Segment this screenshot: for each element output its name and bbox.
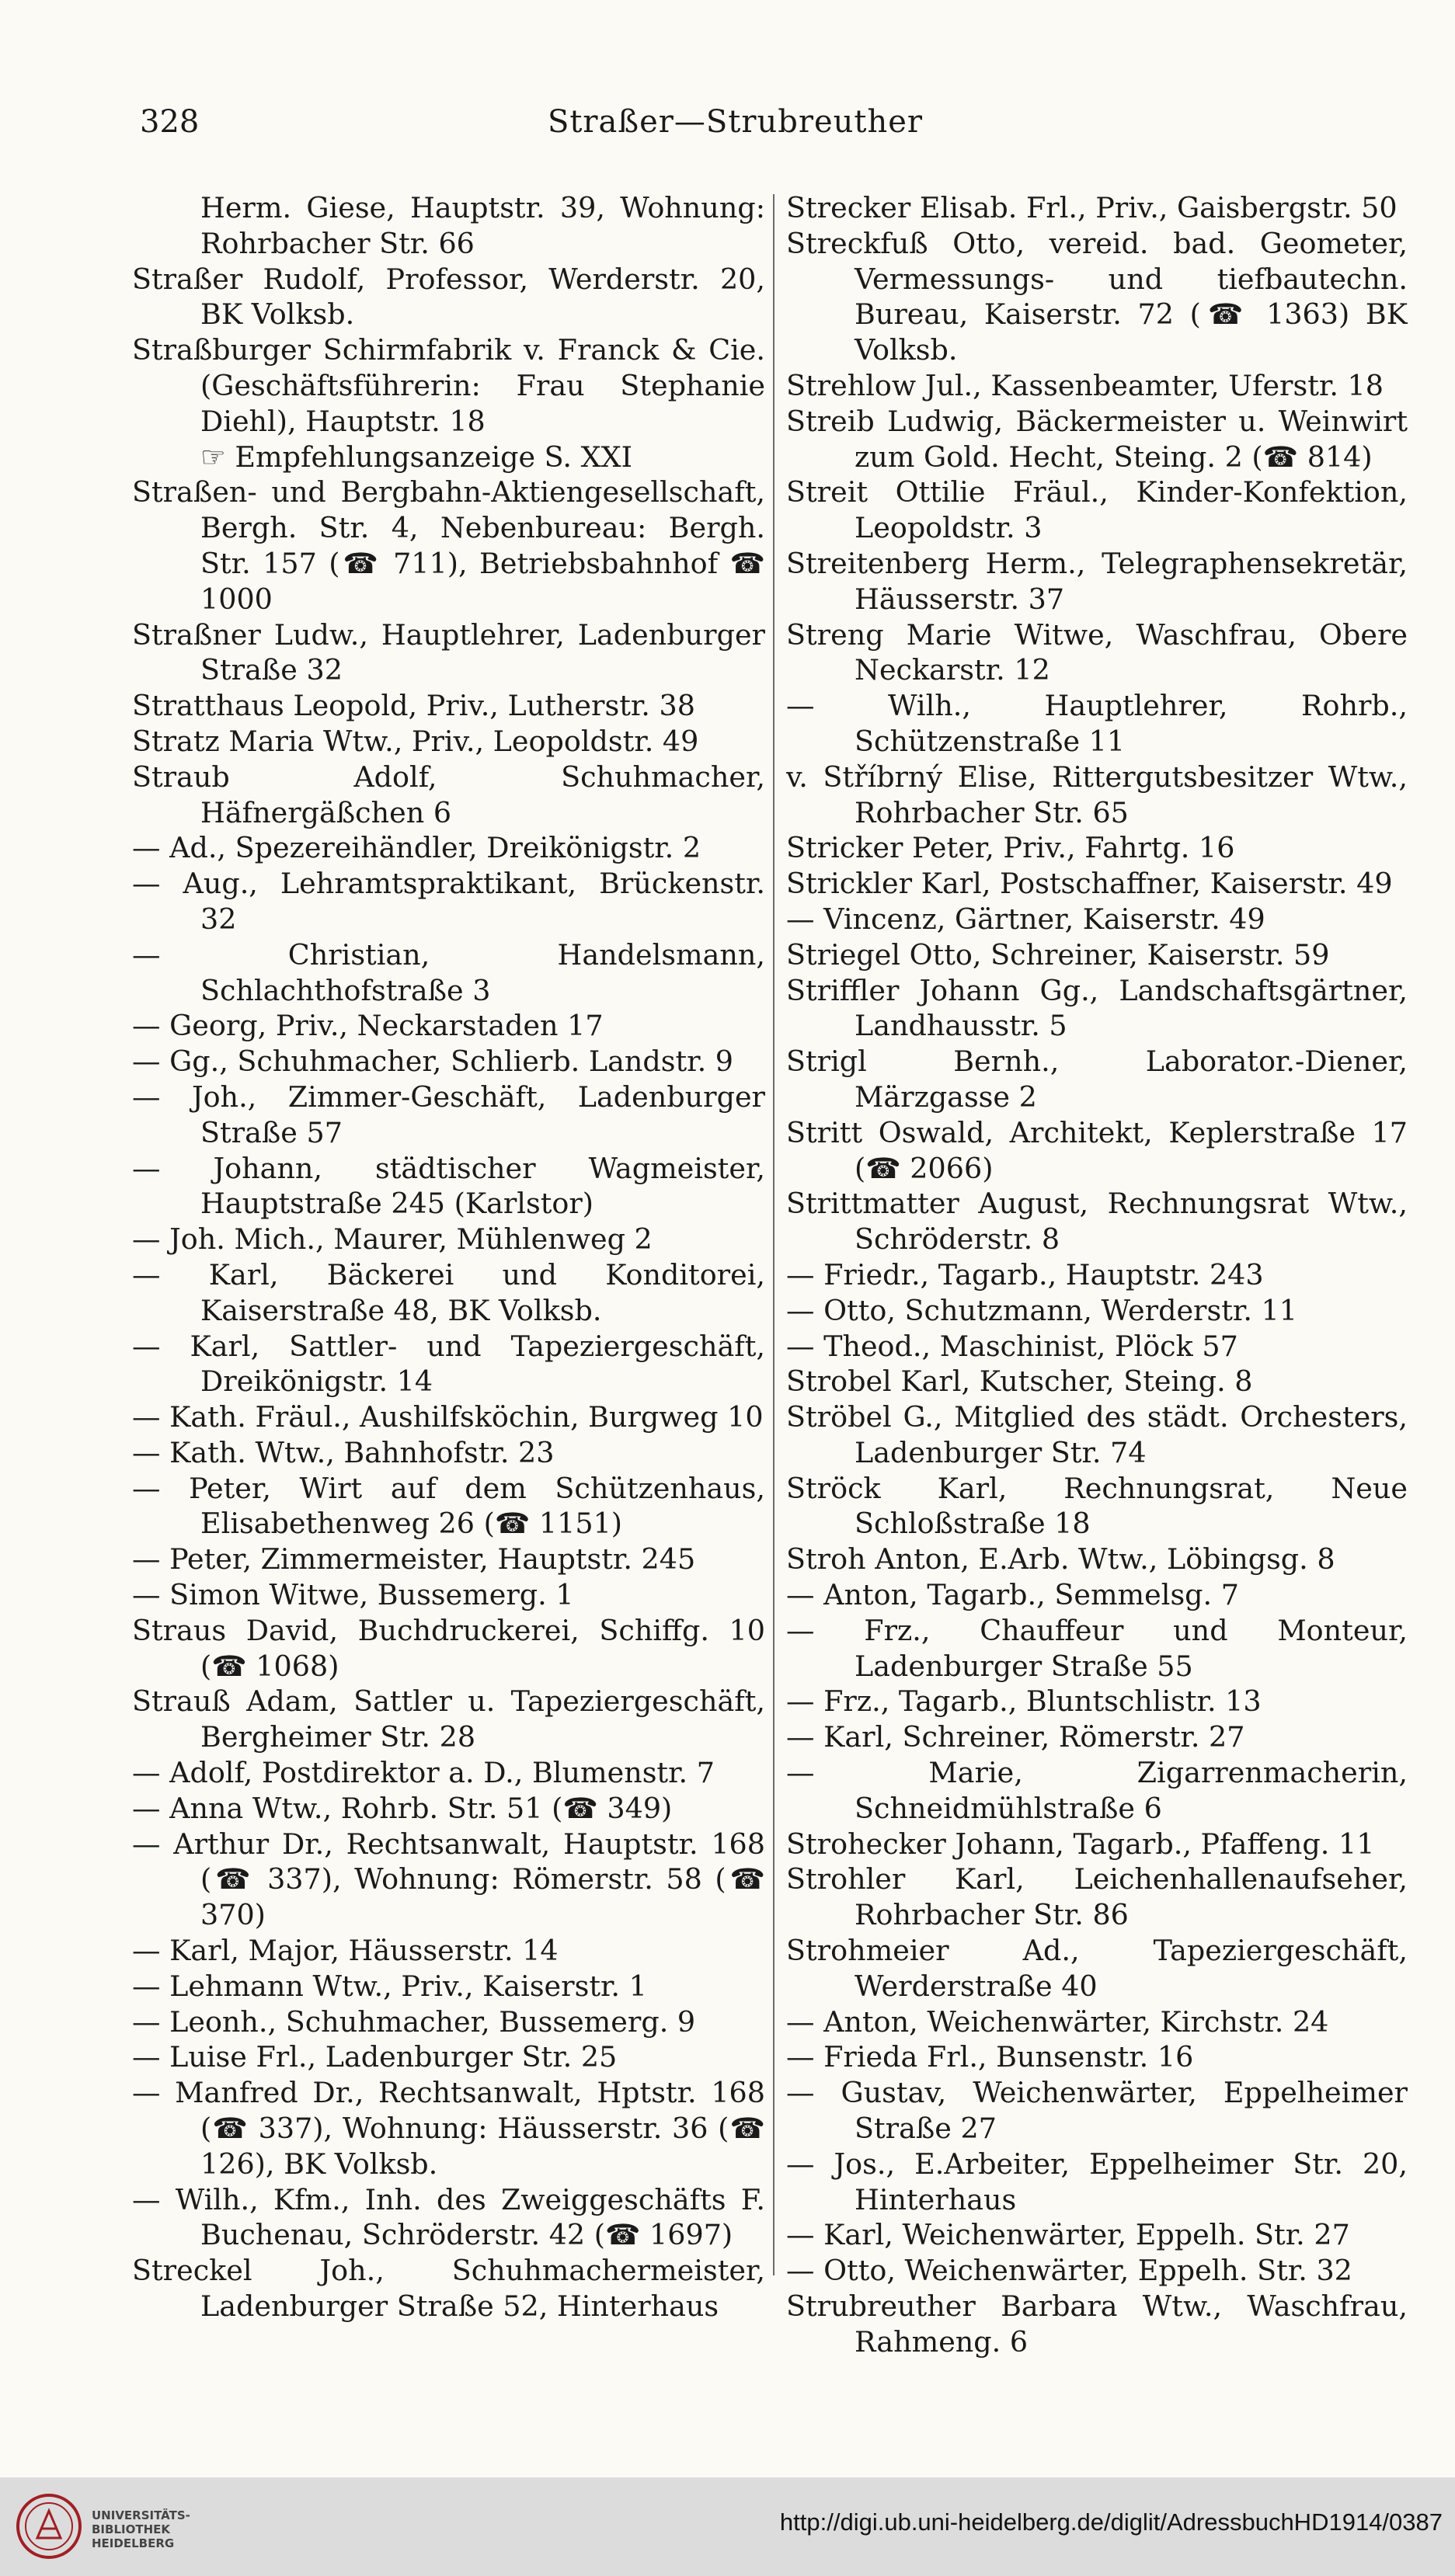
directory-entry: — Anton, Tagarb., Semmelsg. 7 [786,1578,1239,1612]
directory-entry: — Christian, Handelsmann, Schlachthofstraße 3 [132,937,765,1007]
directory-entry: — Marie, Zigarrenmacherin, Schneidmühlstraße 6 [786,1756,1408,1825]
running-title: Straßer—Strubreuther [547,104,924,140]
directory-entry: — Frieda Frl., Bunsenstr. 16 [786,2040,1194,2074]
directory-entry: — Anna Wtw., Rohrb. Str. 51 (☎ 349) [132,1791,673,1825]
directory-entry: Straßen- und Bergbahn-Aktiengesellschaft, Bergh. Str. 4, Nebenbureau: Bergh. Str. 157 (☎ 711), Betriebsbahnhof ☎ 1000 [132,475,765,616]
directory-entry: Stratz Maria Wtw., Priv., Leopoldstr. 49 [132,724,699,758]
directory-entry: Strecker Elisab. Frl., Priv., Gaisbergstr. 50 [786,191,1398,224]
directory-entry: — Leonh., Schuhmacher, Bussemerg. 9 [132,2004,696,2039]
directory-entry: Stricker Peter, Priv., Fahrtg. 16 [786,831,1235,865]
logo-line: UNIVERSITÄTS- [92,2508,190,2522]
directory-entry: Strittmatter August, Rechnungsrat Wtw., Schröderstr. 8 [786,1187,1408,1257]
directory-entry: Strickler Karl, Postschaffner, Kaiserstr. 49 [786,867,1393,901]
source-url-link[interactable]: http://digi.ub.uni-heidelberg.de/diglit/AdressbuchHD1914/0387 [779,2508,1443,2536]
directory-entry: — Ad., Spezereihändler, Dreikönigstr. 2 [132,831,701,865]
directory-entry: — Karl, Major, Häusserstr. 14 [132,1934,559,1968]
directory-entry: Ströbel G., Mitglied des städt. Orchesters, Ladenburger Str. 74 [786,1400,1408,1469]
directory-entry: — Arthur Dr., Rechtsanwalt, Hauptstr. 168 (☎ 337), Wohnung: Römerstr. 58 (☎ 370) [132,1827,765,1932]
directory-entry: Strohler Karl, Leichenhallenaufseher, Rohrbacher Str. 86 [786,1862,1408,1932]
library-logo[interactable] [14,2491,247,2565]
directory-entry: Strigl Bernh., Laborator.-Diener, Märzgasse 2 [786,1045,1408,1114]
directory-entry: ☞ Empfehlungsanzeige S. XXI [200,440,632,474]
directory-entry: Stratthaus Leopold, Priv., Lutherstr. 38 [132,689,695,723]
directory-entry: Streckel Joh., Schuhmachermeister, Ladenburger Straße 52, Hinterhaus [132,2254,765,2324]
directory-entry: — Anton, Weichenwärter, Kirchstr. 24 [786,2004,1329,2039]
directory-entry: Herm. Giese, Hauptstr. 39, Wohnung: Rohrbacher Str. 66 [200,191,765,260]
directory-entry: — Karl, Schreiner, Römerstr. 27 [786,1720,1245,1754]
directory-entry: Striffler Johann Gg., Landschaftsgärtner, Landhausstr. 5 [786,973,1408,1043]
directory-entry: — Simon Witwe, Bussemerg. 1 [132,1578,574,1612]
directory-entry: — Luise Frl., Ladenburger Str. 25 [132,2040,618,2074]
directory-entry: Streib Ludwig, Bäckermeister u. Weinwirt zum Gold. Hecht, Steing. 2 (☎ 814) [786,404,1408,474]
directory-entry: Streitenberg Herm., Telegraphensekretär, Häusserstr. 37 [786,546,1408,616]
directory-entry: — Joh. Mich., Maurer, Mühlenweg 2 [132,1222,653,1257]
directory-entry: — Gustav, Weichenwärter, Eppelheimer Straße 27 [786,2076,1408,2146]
directory-entry: Strohecker Johann, Tagarb., Pfaffeng. 11 [786,1827,1375,1861]
directory-entry: — Wilh., Kfm., Inh. des Zweiggeschäfts F. Buchenau, Schröderstr. 42 (☎ 1697) [132,2182,765,2252]
directory-entry: — Gg., Schuhmacher, Schlierb. Landstr. 9 [132,1045,734,1079]
directory-entry: — Karl, Weichenwärter, Eppelh. Str. 27 [786,2218,1350,2252]
directory-entry: — Frz., Tagarb., Bluntschlistr. 13 [786,1684,1262,1719]
directory-entry: Stritt Oswald, Architekt, Keplerstraße 17 (☎ 2066) [786,1115,1408,1185]
directory-entry: Strohmeier Ad., Tapeziergeschäft, Werderstraße 40 [786,1934,1408,2003]
directory-entry: — Friedr., Tagarb., Hauptstr. 243 [786,1257,1264,1291]
logo-line: BIBLIOTHEK [92,2522,170,2536]
directory-entry: — Karl, Bäckerei und Konditorei, Kaiserstraße 48, BK Volksb. [132,1257,765,1327]
directory-entry: — Manfred Dr., Rechtsanwalt, Hptstr. 168 (☎ 337), Wohnung: Häusserstr. 36 (☎ 126), BK Volksb. [132,2076,765,2181]
directory-entry: Straßer Rudolf, Professor, Werderstr. 20, BK Volksb. [132,262,765,332]
directory-entry: — Karl, Sattler- und Tapeziergeschäft, Dreikönigstr. 14 [132,1329,765,1399]
directory-entry: — Otto, Weichenwärter, Eppelh. Str. 32 [786,2254,1352,2288]
directory-entry: — Kath. Wtw., Bahnhofstr. 23 [132,1435,555,1469]
column-divider [773,194,774,2275]
directory-entry: — Frz., Chauffeur und Monteur, Ladenburger Straße 55 [786,1613,1408,1683]
directory-entry: Strauß Adam, Sattler u. Tapeziergeschäft, Bergheimer Str. 28 [132,1684,765,1754]
left-column [132,190,765,2324]
directory-entry: Streit Ottilie Fräul., Kinder-Konfektion, Leopoldstr. 3 [786,475,1408,545]
directory-entry: Streng Marie Witwe, Waschfrau, Obere Neckarstr. 12 [786,617,1408,687]
directory-entry: Straßner Ludw., Hauptlehrer, Ladenburger Straße 32 [132,617,765,687]
directory-entry: — Peter, Zimmermeister, Hauptstr. 245 [132,1542,696,1577]
directory-entry: — Jos., E.Arbeiter, Eppelheimer Str. 20, Hinterhaus [786,2147,1408,2216]
directory-entry: Strobel Karl, Kutscher, Steing. 8 [786,1364,1253,1399]
directory-entry: Stroh Anton, E.Arb. Wtw., Löbingsg. 8 [786,1542,1335,1577]
directory-entry: — Kath. Fräul., Aushilfsköchin, Burgweg 10 [132,1400,764,1434]
directory-entry: — Aug., Lehramtspraktikant, Brückenstr. 32 [132,867,765,936]
directory-entry: Strubreuther Barbara Wtw., Waschfrau, Rahmeng. 6 [786,2289,1408,2359]
page-number: 328 [140,104,200,140]
directory-entry: v. Stříbrný Elise, Rittergutsbesitzer Wtw., Rohrbacher Str. 65 [786,760,1408,829]
directory-entry: — Peter, Wirt auf dem Schützenhaus, Elisabethenweg 26 (☎ 1151) [132,1471,765,1541]
directory-entry: Ströck Karl, Rechnungsrat, Neue Schloßstraße 18 [786,1471,1408,1541]
directory-entry: — Johann, städtischer Wagmeister, Hauptstraße 245 (Karlstor) [132,1151,765,1221]
directory-entry: — Wilh., Hauptlehrer, Rohrb., Schützenstraße 11 [786,689,1408,758]
footer-bar [0,2477,1455,2576]
directory-entry: — Lehmann Wtw., Priv., Kaiserstr. 1 [132,1969,647,2003]
directory-entry: — Georg, Priv., Neckarstaden 17 [132,1009,604,1043]
directory-entry: Straus David, Buchdruckerei, Schiffg. 10 (☎ 1068) [132,1613,765,1683]
directory-entry: Straub Adolf, Schuhmacher, Häfnergäßchen 6 [132,760,765,829]
directory-entry: — Theod., Maschinist, Plöck 57 [786,1329,1238,1363]
directory-entry: Strehlow Jul., Kassenbeamter, Uferstr. 18 [786,368,1384,402]
directory-entry: — Vincenz, Gärtner, Kaiserstr. 49 [786,902,1265,936]
directory-entry: — Adolf, Postdirektor a. D., Blumenstr. 7 [132,1756,715,1790]
right-column [786,190,1408,2360]
page-header [140,93,1331,155]
library-seal-icon [14,2491,84,2561]
library-name [92,2508,190,2550]
directory-entry: Streckfuß Otto, vereid. bad. Geometer, Vermessungs- und tiefbautechn. Bureau, Kaiserstr. 72 (☎ 1363) BK Volksb. [786,226,1408,367]
logo-line: HEIDELBERG [92,2536,175,2550]
directory-entry: Striegel Otto, Schreiner, Kaiserstr. 59 [786,937,1330,972]
directory-entry: — Otto, Schutzmann, Werderstr. 11 [786,1293,1297,1327]
directory-entry: — Joh., Zimmer-Geschäft, Ladenburger Straße 57 [132,1079,765,1149]
directory-entry: Straßburger Schirmfabrik v. Franck & Cie. (Geschäftsführerin: Frau Stephanie Diehl), Hauptstr. 18 [132,333,765,438]
